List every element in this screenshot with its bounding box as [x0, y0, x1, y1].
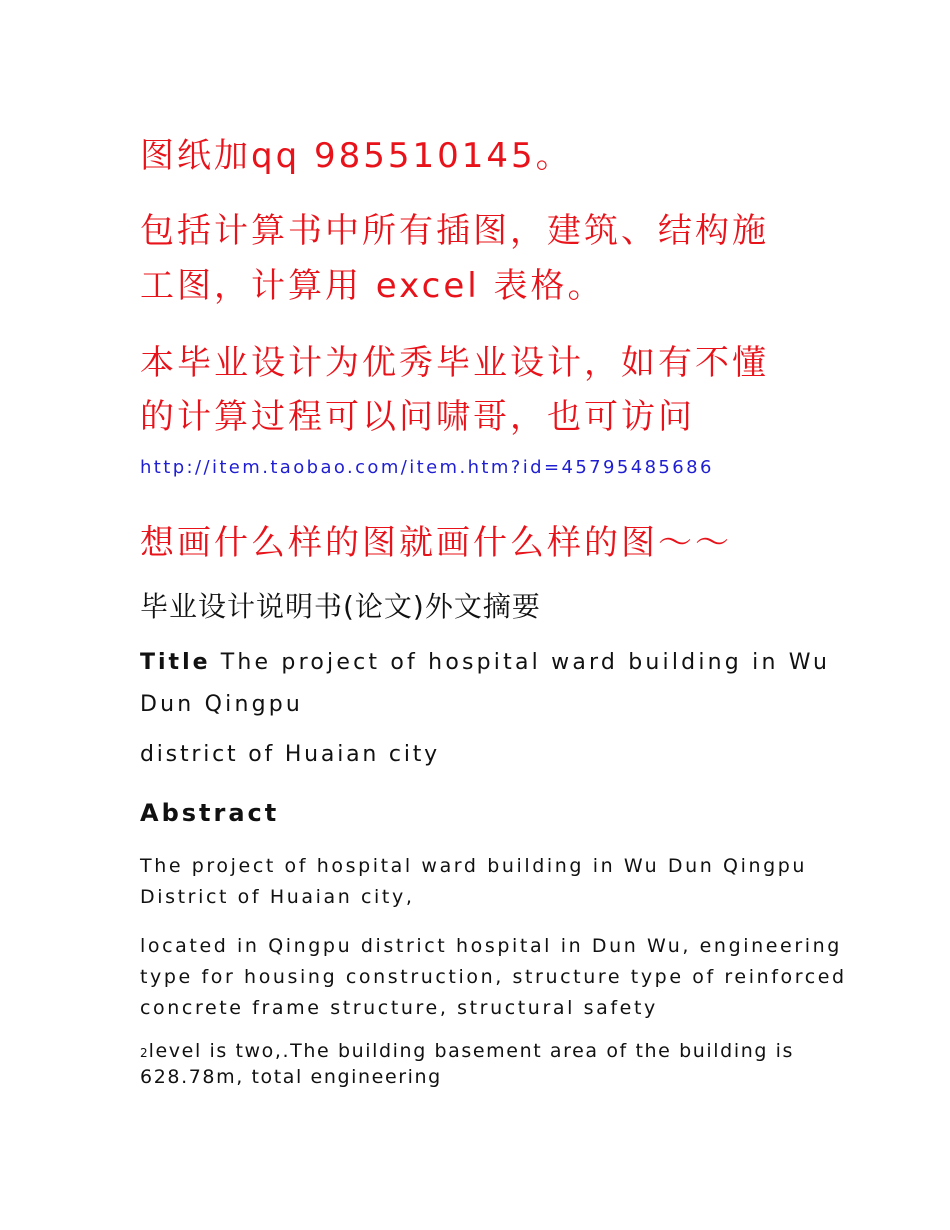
superscript-2: 2 — [140, 1046, 148, 1060]
paragraph-1-line-1: The project of hospital ward building in Wu Dun Qingpu — [140, 855, 808, 877]
ad-draw-line: 想画什么样的图就画什么样的图～～ — [140, 523, 732, 563]
title-label: Title — [140, 650, 211, 675]
abstract-page-heading: 毕业设计说明书(论文)外文摘要 — [140, 590, 541, 623]
title-line — [140, 650, 830, 675]
title-continuation: Dun Qingpu — [140, 692, 304, 717]
ad-scope-line-2: 工图，计算用 excel 表格。 — [140, 266, 605, 306]
paragraph-3-line-1 — [140, 1040, 794, 1062]
paragraph-2-line-1: located in Qingpu district hospital in Dun Wu, engineering — [140, 935, 842, 957]
ad-excellent-line-1: 本毕业设计为优秀毕业设计，如有不懂 — [140, 343, 769, 383]
title-district: district of Huaian city — [140, 742, 440, 767]
paragraph-2-line-2: type for housing construction, structure type of reinforced — [140, 966, 847, 988]
paragraph-2-line-3: concrete frame structure, structural safety — [140, 997, 658, 1019]
paragraph-1-line-2: District of Huaian city, — [140, 886, 415, 908]
paragraph-3-line-2: 628.78m, total engineering — [140, 1066, 442, 1088]
ad-excellent-line-2: 的计算过程可以问啸哥，也可访问 — [140, 397, 695, 437]
abstract-heading: Abstract — [140, 799, 280, 827]
ad-contact-line: 图纸加qq 985510145。 — [140, 136, 573, 176]
taobao-link[interactable]: http://item.taobao.com/item.htm?id=45795485686 — [140, 457, 714, 478]
title-text: The project of hospital ward building in Wu — [210, 650, 831, 675]
paragraph-3-text: level is two,.The building basement area of the building is — [148, 1040, 795, 1062]
ad-scope-line-1: 包括计算书中所有插图，建筑、结构施 — [140, 211, 769, 251]
